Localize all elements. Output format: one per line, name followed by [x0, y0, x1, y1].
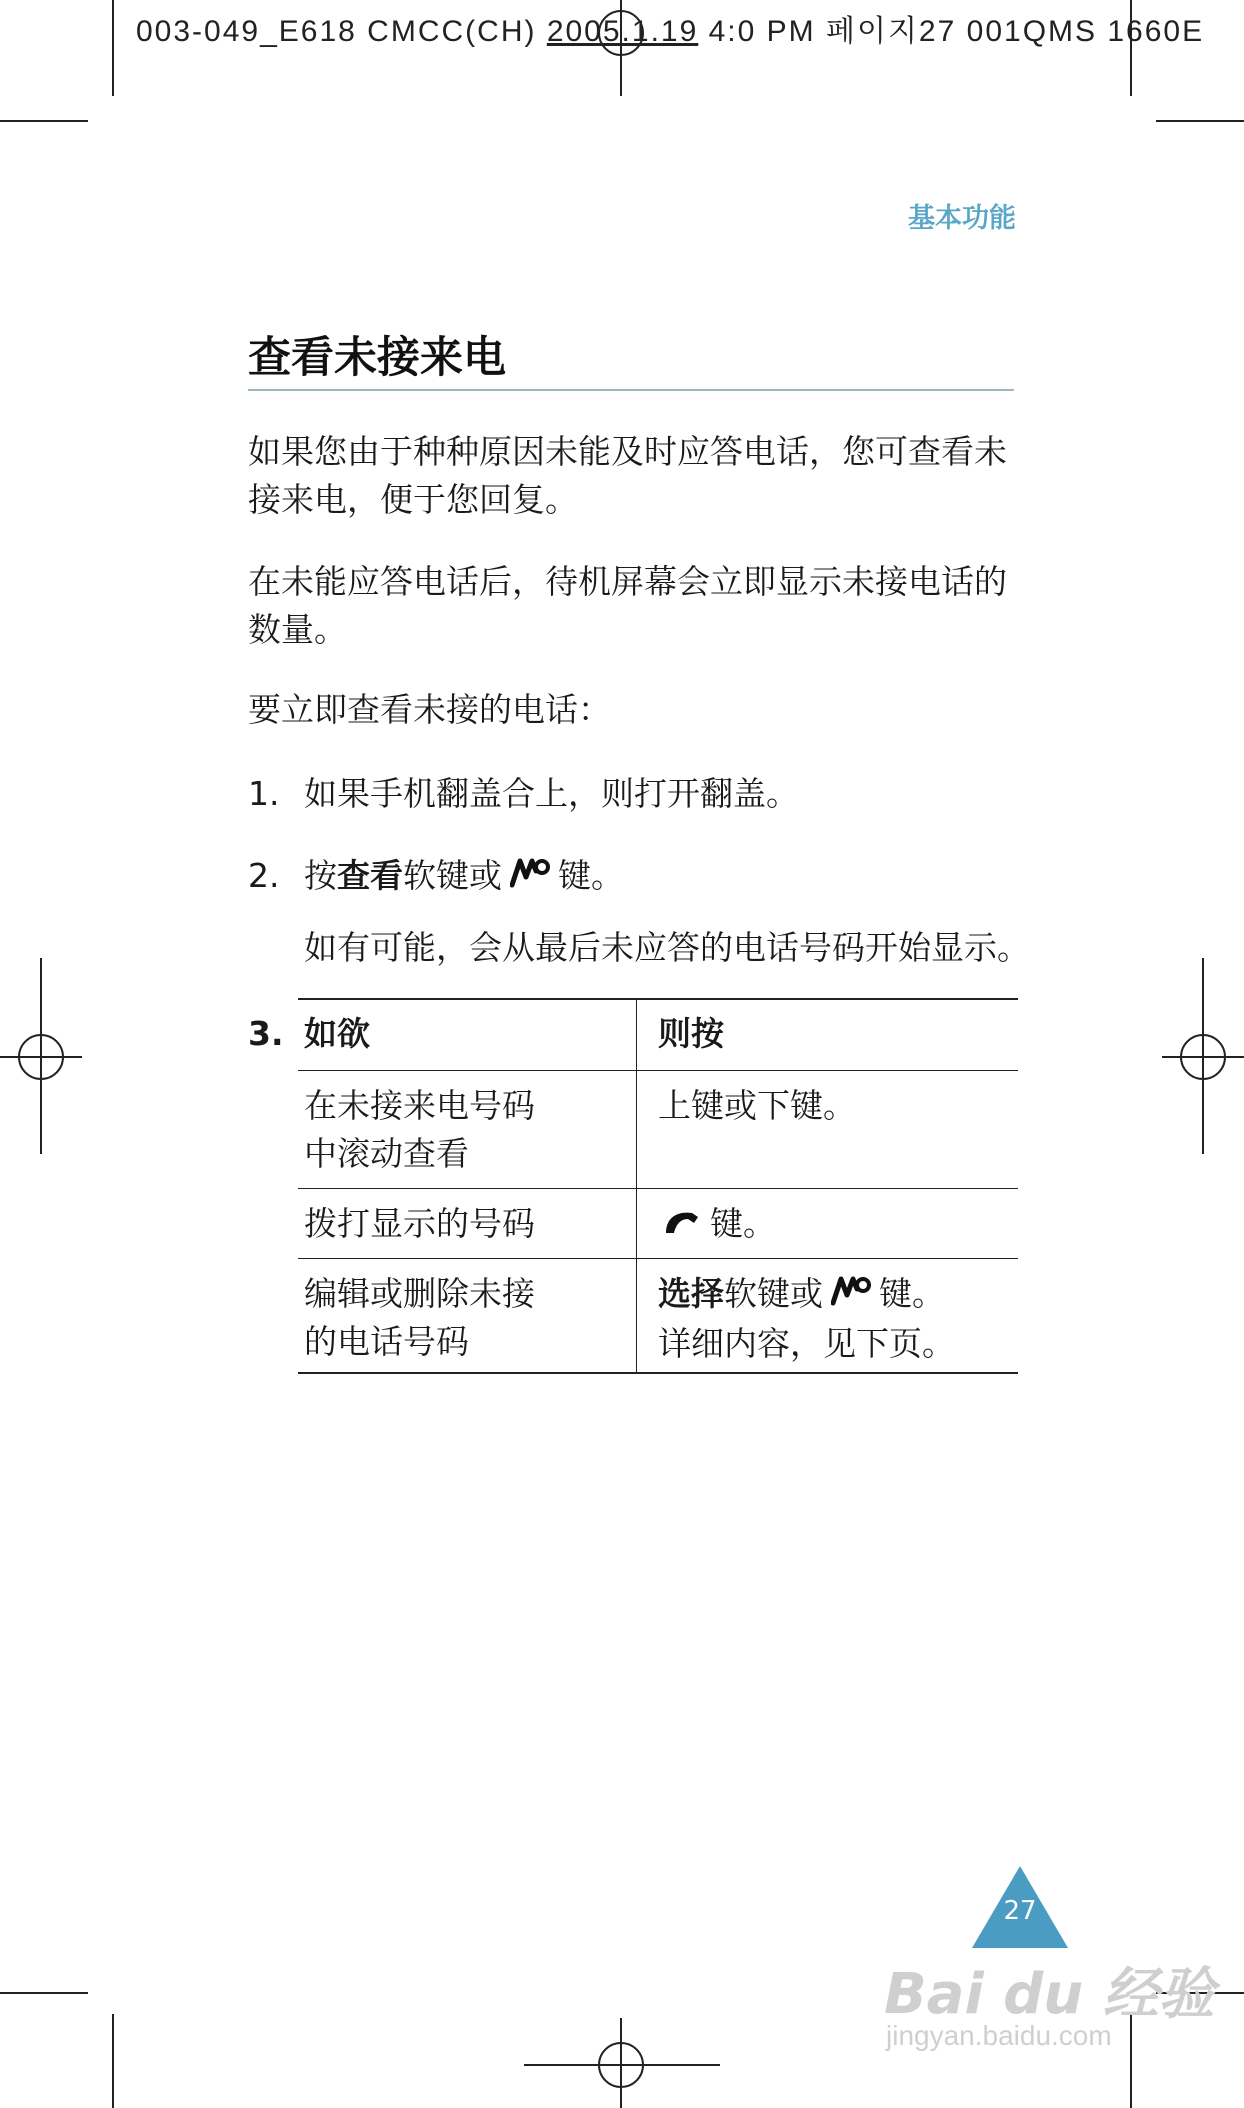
menu-key-icon — [831, 1272, 871, 1320]
row-3-press-line2: 详细内容，见下页。 — [658, 1323, 955, 1363]
step-2 — [248, 852, 624, 902]
table-row — [304, 1270, 535, 1366]
standby-paragraph: 在未能应答电话后，待机屏幕会立即显示未接电话的数量。 — [248, 562, 1007, 649]
intro-paragraph: 如果您由于种种原因未能及时应答电话，您可查看未接来电，便于您回复。 — [248, 432, 1007, 519]
step-1 — [248, 770, 799, 818]
print-slug — [136, 12, 1204, 52]
row-1-want-line1: 在未接来电号码 — [304, 1086, 535, 1125]
step-text-pre: 按 — [304, 856, 337, 895]
watermark-logo: Bai du 经验 — [884, 1962, 1215, 2027]
row-3-want-line1: 编辑或删除未接 — [304, 1274, 535, 1313]
step-2-note: 如有可能，会从最后未应答的电话号码开始显示。 — [304, 928, 1030, 967]
step-number: 3. — [248, 1014, 284, 1053]
step-text-mid: 软键或 — [403, 856, 502, 895]
row-2-want: 拨打显示的号码 — [304, 1204, 535, 1243]
step-number: 1. — [248, 774, 280, 813]
row-1-press: 上键或下键。 — [658, 1086, 856, 1125]
title-underline — [248, 389, 1014, 391]
step-number: 2. — [248, 856, 280, 895]
table-header-press: 则按 — [658, 1014, 724, 1053]
row-3-press-mid: 软键或 — [724, 1274, 823, 1313]
row-2-press-text: 键。 — [710, 1204, 776, 1243]
slug-filename: 003-049_E618 CMCC(CH) — [136, 15, 547, 48]
step-text-post: 键。 — [558, 856, 624, 895]
step-text: 如果手机翻盖合上，则打开翻盖。 — [304, 774, 799, 813]
instruction-lead: 要立即查看未接的电话： — [248, 690, 611, 729]
row-2-press — [662, 1200, 776, 1250]
page-title: 查看未接来电 — [248, 333, 506, 383]
watermark-url: jingyan.baidu.com — [886, 2020, 1112, 2051]
row-3-press-post: 键。 — [879, 1274, 945, 1313]
slug-time-page: 4:0 PM 페이지27 001QMS 1660E — [698, 15, 1205, 48]
table-row — [304, 1082, 535, 1178]
row-3-press — [658, 1270, 955, 1368]
table-header-want: 如欲 — [304, 1014, 370, 1053]
slug-date: 2005.1.19 — [546, 15, 699, 48]
menu-key-icon — [510, 854, 550, 902]
call-send-key-icon — [662, 1202, 702, 1250]
step-3 — [248, 1010, 304, 1058]
soft-key-name: 查看 — [337, 856, 403, 895]
page-number: 27 — [1003, 1896, 1037, 1926]
select-soft-key: 选择 — [658, 1274, 724, 1313]
row-1-want-line2: 中滚动查看 — [304, 1134, 469, 1173]
section-label: 基本功能 — [908, 203, 1016, 234]
row-3-want-line2: 的电话号码 — [304, 1322, 469, 1361]
